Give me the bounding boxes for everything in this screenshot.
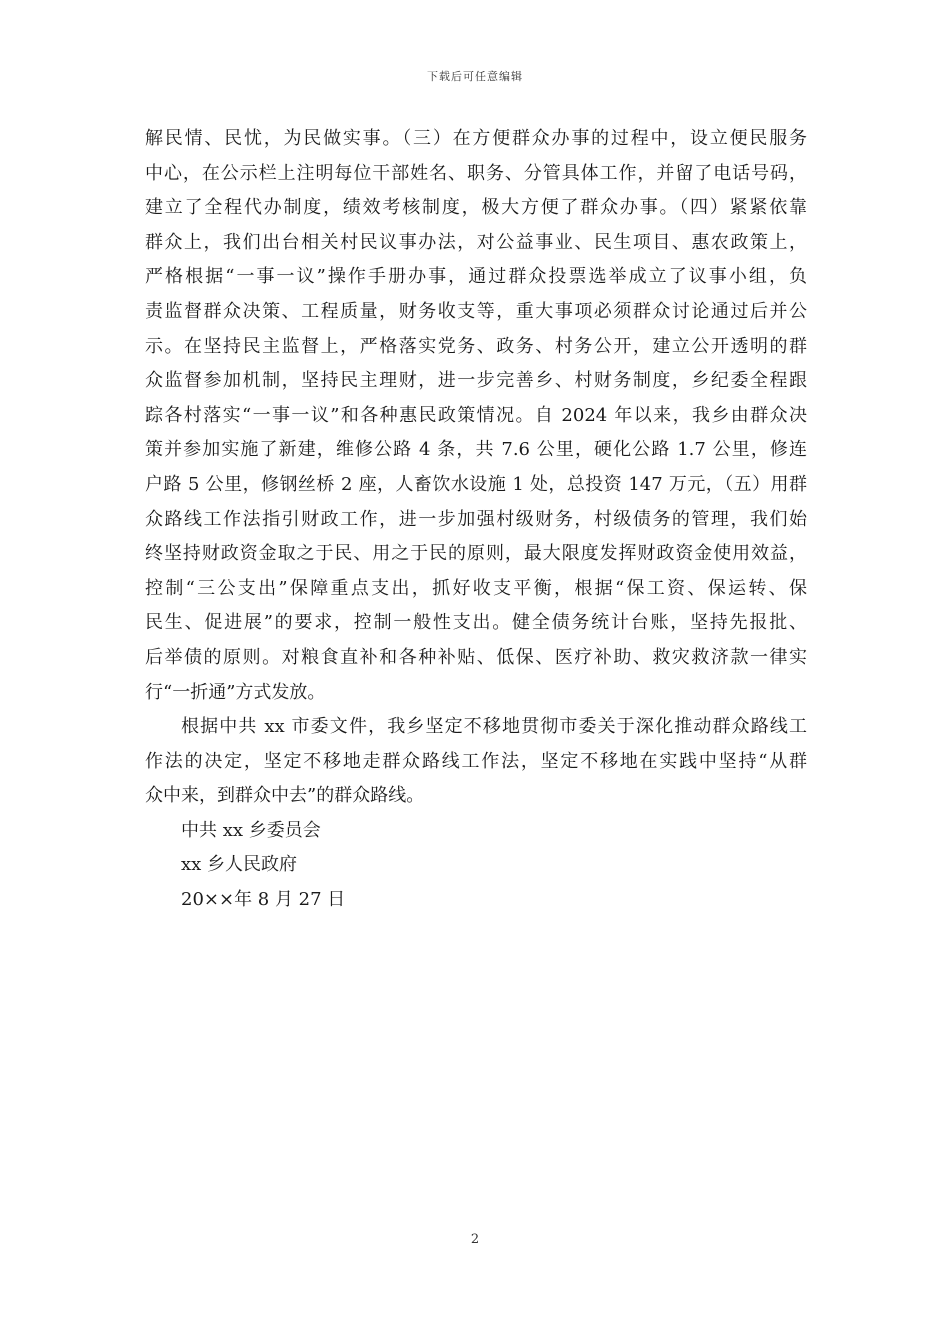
text-line: 作法的决定，坚定不移地走群众路线工作法，坚定不移地在实践中坚持“从群 xyxy=(145,750,807,772)
text-line: 建立了全程代办制度，绩效考核制度，极大方便了群众办事。（四）紧紧依靠 xyxy=(145,197,807,219)
page-header: 下载后可任意编辑 xyxy=(427,70,523,83)
text-line: 解民情、民忧，为民做实事。（三）在方便群众办事的过程中，设立便民服务 xyxy=(145,128,807,149)
text-line: 民生、促进展”的要求，控制一般性支出。健全债务统计台账，坚持先报批、 xyxy=(145,612,807,634)
text-line: 踪各村落实“一事一议”和各种惠民政策情况。自 2024 年以来，我乡由群众决 xyxy=(145,404,807,426)
text-line: 群众上，我们出台相关村民议事办法，对公益事业、民生项目、惠农政策上， xyxy=(145,231,807,253)
signature-block xyxy=(145,814,807,918)
page-number: 2 xyxy=(470,1232,480,1247)
text-line: 控制“三公支出”保障重点支出，抓好收支平衡，根据“保工资、保运转、保 xyxy=(145,577,807,599)
text-line: 众中来，到群众中去”的群众路线。 xyxy=(145,785,425,807)
text-line: 示。在坚持民主监督上，严格落实党务、政务、村务公开，建立公开透明的群 xyxy=(145,335,807,357)
text-line: 终坚持财政资金取之于民、用之于民的原则，最大限度发挥财政资金使用效益， xyxy=(145,543,807,565)
signature-date: 20××年 8 月 27 日 xyxy=(181,889,346,911)
text-line: 中心，在公示栏上注明每位干部姓名、职务、分管具体工作，并留了电话号码， xyxy=(145,162,807,184)
text-line: 根据中共 xx 市委文件，我乡坚定不移地贯彻市委关于深化推动群众路线工 xyxy=(181,716,807,738)
signature-party-committee: 中共 xx 乡委员会 xyxy=(181,819,321,841)
text-line: 责监督群众决策、工程质量，财务收支等，重大事项必须群众讨论通过后并公 xyxy=(145,300,807,322)
text-line: 策并参加实施了新建，维修公路 4 条，共 7.6 公里，硬化公路 1.7 公里，修连 xyxy=(145,439,807,461)
paragraph-2 xyxy=(145,710,807,814)
paragraph-1 xyxy=(145,122,807,710)
text-line: 户路 5 公里，修钢丝桥 2 座，人畜饮水设施 1 处，总投资 147 万元，（五）用群 xyxy=(145,473,807,495)
text-line: 行“一折通”方式发放。 xyxy=(145,681,326,703)
text-line: 后举债的原则。对粮食直补和各种补贴、低保、医疗补助、救灾救济款一律实 xyxy=(145,646,807,668)
text-line: 众路线工作法指引财政工作，进一步加强村级财务，村级债务的管理，我们始 xyxy=(145,508,807,530)
document-body xyxy=(145,122,807,918)
text-line: 严格根据“一事一议”操作手册办事，通过群众投票选举成立了议事小组，负 xyxy=(145,266,807,288)
text-line: 众监督参加机制，坚持民主理财，进一步完善乡、村财务制度，乡纪委全程跟 xyxy=(145,370,807,392)
signature-government: xx 乡人民政府 xyxy=(181,854,298,876)
